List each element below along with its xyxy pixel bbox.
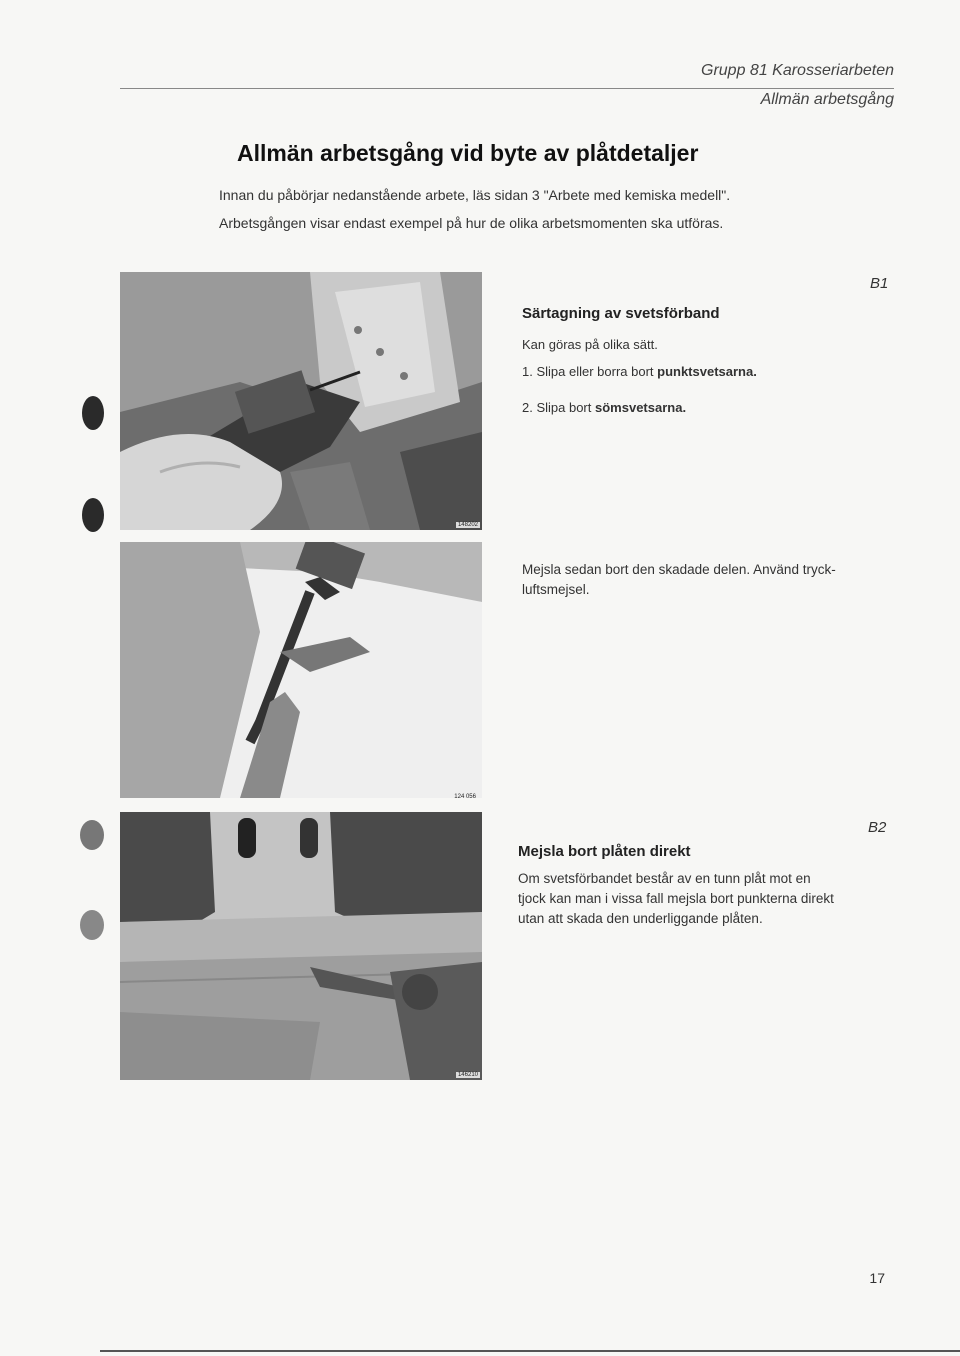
photo-drilling-spot-welds <box>120 272 482 530</box>
chisel-text-line: luftsmejsel. <box>522 582 590 597</box>
header-group-title: Grupp 81 Karosseriarbeten <box>701 62 894 79</box>
photo-code: 148202 <box>457 522 478 528</box>
intro-line: Arbetsgången visar endast exempel på hur de olika arbetsmomenten ska utföras. <box>219 215 724 231</box>
b1-step-1-text: 1. Slipa eller borra bort <box>522 364 658 379</box>
section-label-b2: B2 <box>868 819 887 836</box>
binder-hole <box>80 910 104 940</box>
b1-intro-line: Kan göras på olika sätt. <box>522 337 658 352</box>
section-label-b1: B1 <box>870 275 889 292</box>
binder-hole <box>80 820 104 850</box>
b1-step-2 <box>522 394 882 421</box>
intro-text <box>219 181 859 237</box>
section-b1-text <box>522 331 882 421</box>
chisel-text-line: Mejsla sedan bort den skadade delen. Använd tryck- <box>522 562 836 577</box>
b1-step-2-emphasis: sömsvetsarna. <box>595 400 687 415</box>
intro-line: Innan du påbörjar nedanstående arbete, läs sidan 3 "Arbete med kemiska medell". <box>219 187 731 203</box>
b2-text-line: Om svetsförbandet består av en tunn plåt mot en <box>518 871 811 886</box>
chisel-text <box>522 560 892 600</box>
binder-hole <box>82 498 104 532</box>
binder-hole <box>82 396 104 430</box>
section-heading-b2: Mejsla bort plåten direkt <box>518 843 691 860</box>
bottom-divider <box>100 1350 960 1352</box>
b1-step-1-emphasis: punktsvetsarna. <box>657 364 757 379</box>
section-heading-b1: Särtagning av svetsförband <box>522 305 720 322</box>
photo-chisel-removal <box>120 542 482 798</box>
b1-step-2-text: 2. Slipa bort <box>522 400 595 415</box>
photo-code: 146210 <box>457 1072 478 1078</box>
page-title: Allmän arbetsgång vid byte av plåtdetaljer <box>237 140 699 166</box>
header-subtitle: Allmän arbetsgång <box>760 91 894 108</box>
photo-chisel-plate-direct <box>120 812 482 1080</box>
page-number: 17 <box>869 1270 885 1286</box>
section-b2-text <box>518 869 890 929</box>
b2-text-line: utan att skada den underliggande plåten. <box>518 911 763 926</box>
photo-code: 124 056 <box>454 794 476 798</box>
b2-text-line: tjock kan man i vissa fall mejsla bort punkterna direkt <box>518 891 834 906</box>
header-divider <box>120 88 894 89</box>
b1-step-1 <box>522 358 882 385</box>
